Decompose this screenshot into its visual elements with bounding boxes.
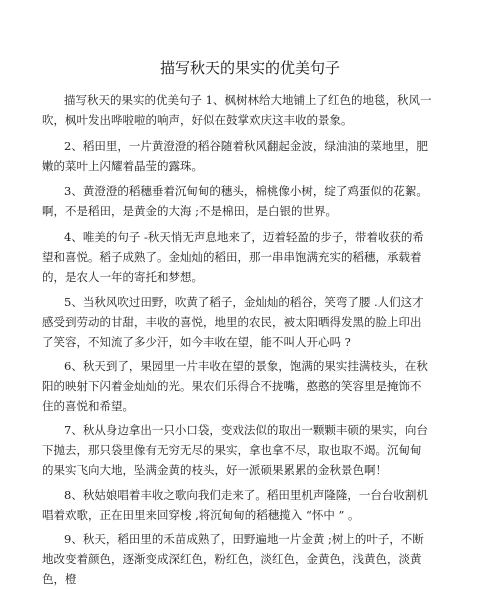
paragraph-5: 5、当秋风吹过田野，吹黄了稻子，金灿灿的稻谷，笑弯了腰 .人们这才感受到劳动的甘甜，丰收的喜悦，地里的农民，被太阳晒得发黑的脸上印出了笑容，不知流了多少汗，如今丰收在望，能不叫人开心吗 ? [42, 295, 424, 349]
paragraph-intro: 描写秋天的果实的优美句子 1、枫树林给大地铺上了红色的地毯，秋风一吹，枫叶发出哗啦啦的响声，好似在鼓掌欢庆这丰收的景象。 [42, 93, 432, 127]
paragraph-9: 9、秋天，稻田里的禾苗成熟了，田野遍地一片金黄 ;树上的叶子，不断地改变着颜色，逐渐变成深红色，粉红色，淡红色，金黄色，浅黄色，淡黄色，橙 [42, 532, 424, 586]
paragraph-4: 4、唯美的句子 -秋天悄无声息地来了，迈着轻盈的步子，带着收获的希望和喜悦。稻子成熟了。金灿灿的稻田，那一串串饱满充实的稻穗，承载着的，是农人一年的寄托和梦想。 [42, 230, 424, 284]
paragraph-2: 2、稻田里，一片黄澄澄的稻谷随着秋风翻起金波，绿油油的菜地里，肥嫩的菜叶上闪耀着晶莹的露珠。 [42, 139, 428, 173]
paragraph-7: 7、秋从身边拿出一只小口袋，变戏法似的取出一颗颗丰硕的果实，向台下抛去，那只袋里像有无穷无尽的果实，拿也拿不尽，取也取不竭。沉甸甸的果实飞向大地，坠满金黄的枝头，好一派硕果累累的金秋景色啊！ [42, 423, 428, 477]
paragraph-3: 3、黄澄澄的稻穗垂着沉甸甸的穗头，棉桃像小树，绽了鸡蛋似的花絮。啊，不是稻田，是黄金的大海 ;不是棉田，是白银的世界。 [42, 184, 428, 218]
page-title: 描写秋天的果实的优美句子 [159, 59, 340, 77]
paragraph-6: 6、秋天到了，果园里一片丰收在望的景象，饱满的果实挂满枝头，在秋阳的映射下闪着金灿灿的光。果农们乐得合不拢嘴，憨憨的笑容里是掩饰不住的喜悦和希望。 [42, 359, 428, 413]
paragraph-8: 8、秋姑娘唱着丰收之歌向我们走来了。稻田里机声隆隆，一台台收割机唱着欢歌，正在田里来回穿梭 ,将沉甸甸的稻穗揽入 “怀中 ” 。 [42, 488, 428, 522]
